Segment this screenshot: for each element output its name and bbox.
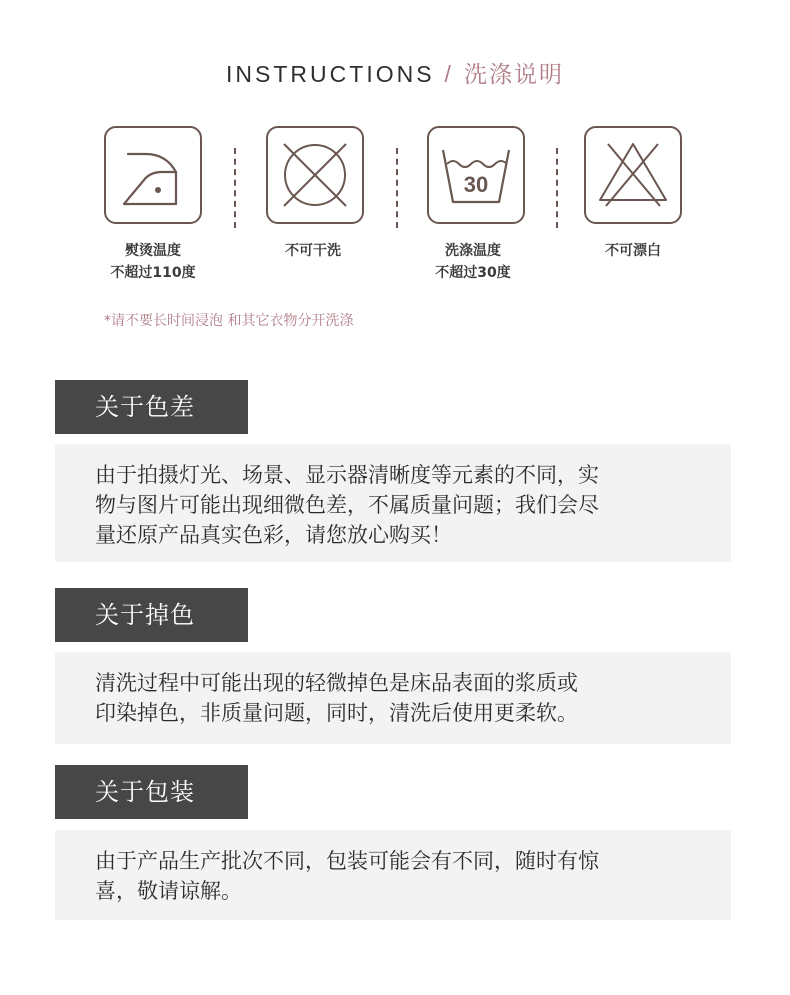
title-english: INSTRUCTIONS bbox=[226, 61, 435, 87]
care-label-wash bbox=[403, 240, 543, 284]
title-chinese: 洗涤说明 bbox=[463, 61, 564, 87]
care-label-line: 不超过110度 bbox=[110, 265, 196, 281]
section-text-line: 由于拍摄灯光、场景、显示器清晰度等元素的不同，实 bbox=[95, 463, 599, 487]
care-label-iron bbox=[83, 240, 223, 284]
care-label-line: 不可漂白 bbox=[605, 243, 661, 259]
icon-divider bbox=[396, 148, 398, 228]
section-header-fading: 关于掉色 bbox=[55, 588, 248, 642]
section-text-line: 物与图片可能出现细微色差，不属质量问题；我们会尽 bbox=[95, 493, 599, 517]
section-text-line: 印染掉色，非质量问题，同时，清洗后使用更柔软。 bbox=[95, 701, 578, 725]
section-text-line: 量还原产品真实色彩，请您放心购买！ bbox=[95, 523, 452, 547]
section-body-color-difference bbox=[55, 444, 731, 562]
page-title bbox=[0, 56, 790, 89]
iron-icon bbox=[104, 126, 202, 224]
section-header-color-difference: 关于色差 bbox=[55, 380, 248, 434]
section-body-packaging bbox=[55, 830, 731, 920]
care-label-line: 不可干洗 bbox=[285, 243, 341, 259]
washing-note: *请不要长时间浸泡 和其它衣物分开洗涤 bbox=[104, 313, 354, 329]
care-icons-row bbox=[0, 126, 790, 236]
care-label-bleach bbox=[563, 240, 703, 262]
care-label-line: 不超过30度 bbox=[435, 265, 511, 281]
wash-temperature-icon bbox=[427, 126, 525, 224]
section-body-fading bbox=[55, 652, 731, 744]
section-header-packaging: 关于包装 bbox=[55, 765, 248, 819]
care-label-dry-clean bbox=[243, 240, 383, 262]
title-separator: / bbox=[444, 61, 454, 87]
care-label-line: 熨烫温度 bbox=[125, 243, 181, 259]
no-dry-clean-icon bbox=[266, 126, 364, 224]
section-text-line: 由于产品生产批次不同，包装可能会有不同，随时有惊 bbox=[95, 849, 599, 873]
icon-divider bbox=[556, 148, 558, 228]
icon-divider bbox=[234, 148, 236, 228]
wash-temperature-value: 30 bbox=[463, 172, 489, 197]
care-label-line: 洗涤温度 bbox=[445, 243, 501, 259]
section-text-line: 清洗过程中可能出现的轻微掉色是床品表面的浆质或 bbox=[95, 671, 578, 695]
section-text-line: 喜，敬请谅解。 bbox=[95, 879, 242, 903]
no-bleach-icon bbox=[584, 126, 682, 224]
